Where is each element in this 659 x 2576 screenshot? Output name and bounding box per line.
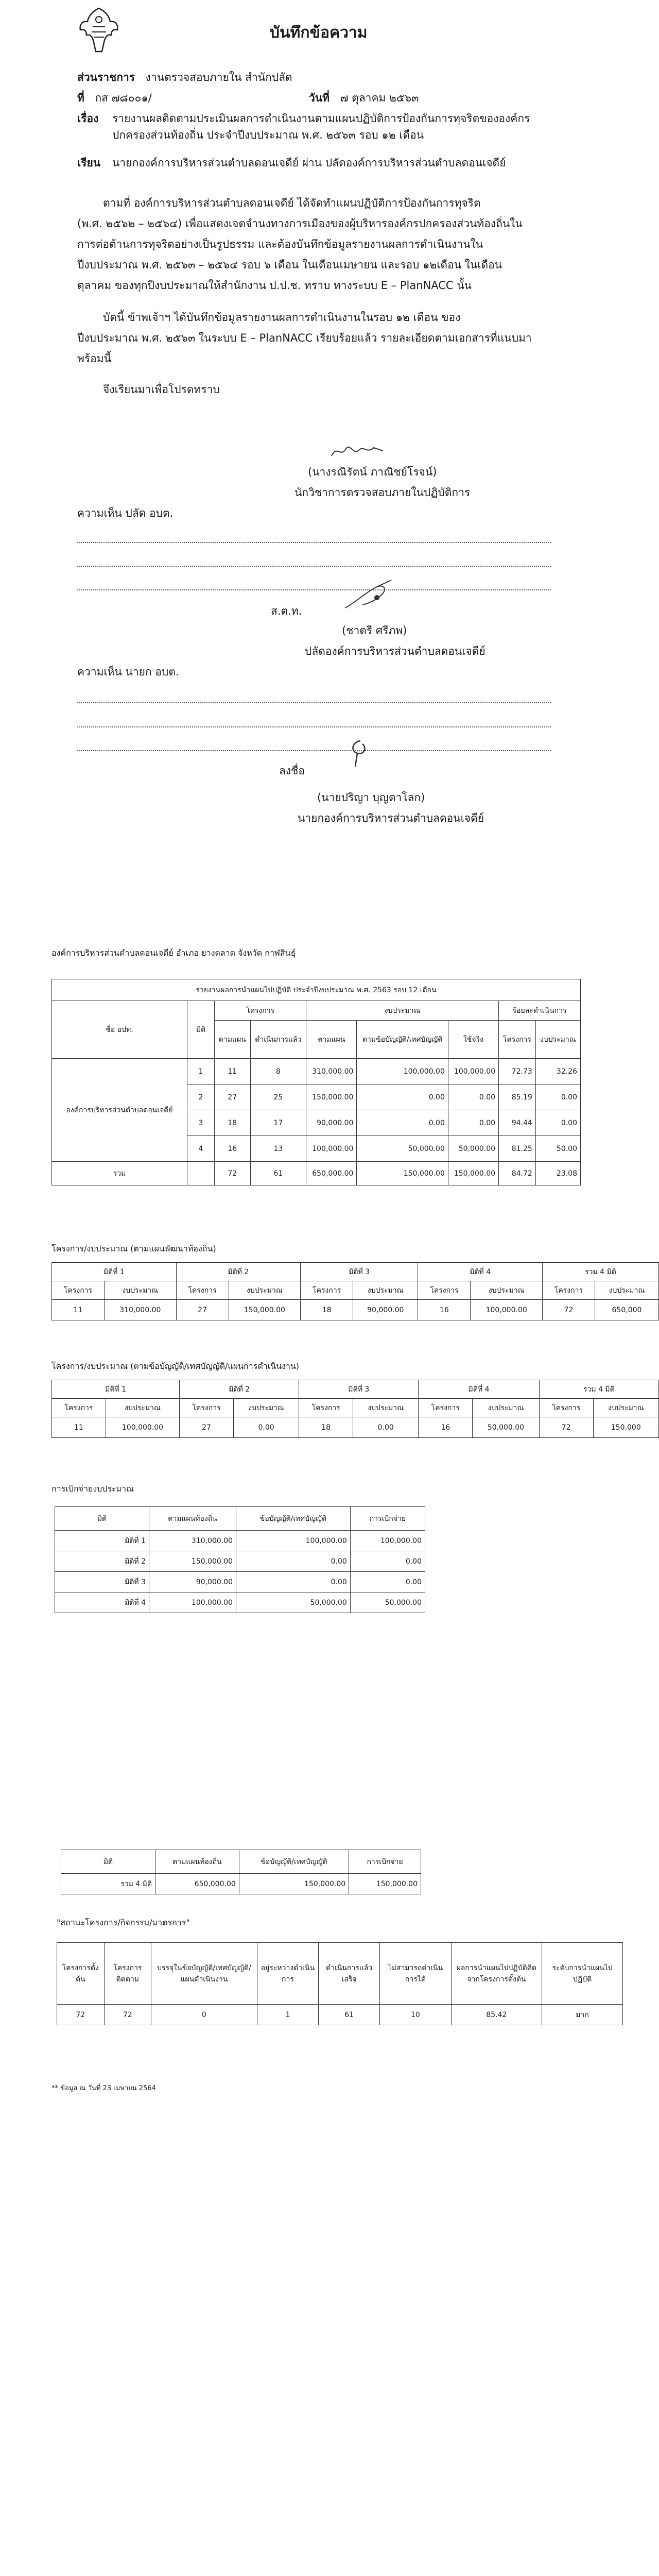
sig3-label: ลงชื่อ — [279, 765, 305, 777]
sub-budget: งบประมาณ — [353, 1399, 419, 1417]
sub-project: โครงการ — [180, 1399, 234, 1417]
table-row — [55, 1592, 425, 1613]
col-budget-bylaw: ตามข้อบัญญัติ/เทศบัญญัติ — [357, 1021, 448, 1059]
sub-budget: งบประมาณ — [471, 1281, 543, 1300]
table2 — [51, 1262, 659, 1320]
cell-plan: 11 — [215, 1059, 251, 1084]
sig3-title: นายกองค์การบริหารส่วนตำบลดอนเจดีย์ — [298, 812, 484, 824]
doc-label: ที่ — [77, 92, 84, 104]
cell-done: 17 — [250, 1110, 306, 1136]
signature-1 — [330, 440, 386, 463]
col-spent: การเบิกจ่าย — [350, 1507, 425, 1531]
cell-pct-project: 85.19 — [499, 1084, 536, 1110]
to-value: นายกองค์การบริหารส่วนตำบลดอนเจดีย์ ผ่าน ปลัดองค์การบริหารส่วนตำบลดอนเจดีย์ — [112, 157, 506, 169]
cell: 18 — [299, 1417, 353, 1438]
para1-line-3: การต่อต้านการทุจริตอย่างเป็นรูปธรรม และต้องบันทึกข้อมูลรายงานผลการดำเนินงานใน — [77, 238, 483, 250]
col-unable: ไม่สามารถดำเนินการได้ — [380, 1943, 451, 2005]
cell: 150,000.00 — [229, 1300, 301, 1320]
cell: 72 — [104, 2005, 151, 2025]
cell-dim: 4 — [187, 1136, 215, 1162]
cell: 72 — [539, 1417, 593, 1438]
opinion1-line-2 — [77, 566, 551, 567]
date-line — [309, 90, 419, 106]
cell-spent: 100,000.00 — [448, 1059, 498, 1084]
cell: 16 — [418, 1300, 471, 1320]
table-row — [55, 1551, 425, 1572]
total-label: รวม — [52, 1162, 187, 1185]
doc-number-line — [77, 90, 152, 106]
sub-project: โครงการ — [418, 1281, 471, 1300]
sub-budget: งบประมาณ — [353, 1281, 418, 1300]
col-pct-project: โครงการ — [499, 1021, 536, 1059]
total-pct-budget: 23.08 — [535, 1162, 580, 1185]
subject-line-2: ปกครองส่วนท้องถิ่น ประจำปีงบประมาณ พ.ศ. ๒๕๖๓ รอบ ๑๒ เดือน — [112, 129, 424, 141]
closing-text: จึงเรียนมาเพื่อโปรดทราบ — [103, 383, 220, 396]
total-spent: 150,000.00 — [448, 1162, 498, 1185]
cell-pct-budget: 50.00 — [535, 1136, 580, 1162]
col-dim: มิติ — [61, 1850, 155, 1874]
cell-spent: 150,000.00 — [349, 1874, 421, 1894]
cell: 61 — [319, 2005, 380, 2025]
cell: 1 — [257, 2005, 318, 2025]
col-done: ดำเนินการแล้ว — [250, 1021, 306, 1059]
cell-spent: 100,000.00 — [350, 1531, 425, 1551]
opinion2-label: ความเห็น นายก อบต. — [77, 666, 179, 678]
subject-label: เรื่อง — [77, 112, 99, 125]
subject-line-1: รายงานผลติดตามประเมินผลการดำเนินงานตามแผนปฏิบัติการป้องกันการทุจริตขององค์กร — [112, 112, 530, 125]
opinion2-line-3 — [77, 750, 551, 751]
cell-dim: 1 — [187, 1059, 215, 1084]
cell-budget-plan: 90,000.00 — [306, 1110, 357, 1136]
cell-law: 150,000.00 — [239, 1874, 349, 1894]
cell-law: 50,000.00 — [236, 1592, 351, 1613]
cell-pct-project: 81.25 — [499, 1136, 536, 1162]
dim-header: มิติที่ 1 — [52, 1263, 177, 1281]
para1-line-5: ตุลาคม ของทุกปีงบประมาณให้สำนักงาน ป.ป.ช. ทราบ ทางระบบ E – PlanNACC นั้น — [77, 279, 472, 292]
cell-pct-project: 94.44 — [499, 1110, 536, 1136]
cell: 0.00 — [353, 1417, 419, 1438]
table5 — [61, 1850, 421, 1894]
sig1-name: (นางรณิรัตน์ ภาณิชย์โรจน์) — [308, 466, 437, 478]
cell-dim: มิติที่ 1 — [55, 1531, 149, 1551]
cell-dim: มิติที่ 2 — [55, 1551, 149, 1572]
table-row — [57, 2005, 623, 2025]
cell-dim: 2 — [187, 1084, 215, 1110]
cell: 72 — [542, 1300, 595, 1320]
cell-budget-plan: 100,000.00 — [306, 1136, 357, 1162]
cell: 18 — [301, 1300, 353, 1320]
doc-number: กส ๗๘๐๐๑/ — [95, 92, 152, 104]
opinion1-line-3 — [77, 589, 551, 590]
sub-budget: งบประมาณ — [473, 1399, 540, 1417]
total-budget-plan: 650,000.00 — [306, 1162, 357, 1185]
table-row — [52, 1059, 581, 1084]
cell-law: 0.00 — [236, 1572, 351, 1592]
table6-heading: "สถานะโครงการ/กิจกรรม/มาตรการ" — [57, 1918, 190, 1927]
table6 — [57, 1942, 623, 2025]
cell: 10 — [380, 2005, 451, 2025]
sub-budget: งบประมาณ — [106, 1399, 179, 1417]
col-dim: มิติ — [55, 1507, 149, 1531]
cell-budget-plan: 150,000.00 — [306, 1084, 357, 1110]
total-done: 61 — [250, 1162, 306, 1185]
col-budget-plan: ตามแผน — [306, 1021, 357, 1059]
cell-plan: 90,000.00 — [149, 1572, 236, 1592]
col-level: ระดับการนำแผนไปปฏิบัติ — [542, 1943, 623, 2005]
col-completed: ดำเนินการแล้วเสร็จ — [319, 1943, 380, 2005]
para2-line-1: บัดนี้ ข้าพเจ้าฯ ได้บันทึกข้อมูลรายงานผลการดำเนินงานในรอบ ๑๒ เดือน ของ — [103, 311, 461, 324]
sig3-name: (นายปริญา บุญตาโลก) — [317, 791, 425, 804]
cell: 0 — [151, 2005, 257, 2025]
cell-spent: 50,000.00 — [350, 1592, 425, 1613]
col-org: ชื่อ อปท. — [52, 1001, 187, 1059]
dim-header: รวม 4 มิติ — [542, 1263, 658, 1281]
cell: 11 — [52, 1300, 105, 1320]
dim-header: รวม 4 มิติ — [539, 1380, 658, 1399]
footnote: ** ข้อมูล ณ วันที่ 23 เมษายน 2564 — [51, 2084, 156, 2092]
table-row — [55, 1572, 425, 1592]
col-followup-projects: โครงการติดตาม — [104, 1943, 151, 2005]
table-row — [61, 1874, 421, 1894]
cell-plan: 27 — [215, 1084, 251, 1110]
sig2-prefix: ส.ต.ท. — [271, 605, 302, 617]
col-law: ข้อบัญญัติ/เทศบัญญัติ — [239, 1850, 349, 1874]
cell-pct-project: 72.73 — [499, 1059, 536, 1084]
sub-project: โครงการ — [52, 1281, 105, 1300]
sub-project: โครงการ — [542, 1281, 595, 1300]
sub-budget: งบประมาณ — [229, 1281, 301, 1300]
cell: 650,000 — [595, 1300, 658, 1320]
para1-line-2: (พ.ศ. ๒๕๖๒ – ๒๕๖๔) เพื่อแสดงเจตจำนงทางการเมืองของผู้บริหารองค์กรปกครองส่วนท้องถิ่นใน — [77, 217, 523, 230]
signature-2 — [340, 577, 402, 615]
cell-plan: 16 — [215, 1136, 251, 1162]
sig2-title: ปลัดองค์การบริหารส่วนตำบลดอนเจดีย์ — [305, 645, 485, 657]
cell: 27 — [176, 1300, 229, 1320]
cell-done: 25 — [250, 1084, 306, 1110]
cell-budget-bylaw: 0.00 — [357, 1110, 448, 1136]
cell: 100,000.00 — [106, 1417, 179, 1438]
cell: 100,000.00 — [471, 1300, 543, 1320]
cell-law: 0.00 — [236, 1551, 351, 1572]
cell-dim: 3 — [187, 1110, 215, 1136]
dim-header: มิติที่ 2 — [176, 1263, 301, 1281]
sub-project: โครงการ — [301, 1281, 353, 1300]
cell-pct-budget: 32.26 — [535, 1059, 580, 1084]
col-in-progress: อยู่ระหว่างดำเนินการ — [257, 1943, 318, 2005]
col-projects: โครงการ — [215, 1001, 306, 1021]
gov-label: ส่วนราชการ — [77, 71, 135, 83]
col-percent: ร้อยละดำเนินการ — [499, 1001, 581, 1021]
cell-budget-bylaw: 50,000.00 — [357, 1136, 448, 1162]
cell-dim: รวม 4 มิติ — [61, 1874, 155, 1894]
cell-empty — [187, 1162, 215, 1185]
total-plan: 72 — [215, 1162, 251, 1185]
total-pct-project: 84.72 — [499, 1162, 536, 1185]
table2-heading: โครงการ/งบประมาณ (ตามแผนพัฒนาท้องถิ่น) — [51, 1244, 216, 1253]
cell: 16 — [419, 1417, 473, 1438]
cell-plan: 100,000.00 — [149, 1592, 236, 1613]
col-initial-projects: โครงการตั้งต้น — [57, 1943, 105, 2005]
col-budget: งบประมาณ — [306, 1001, 499, 1021]
table-row — [52, 1300, 659, 1320]
cell: 150,000 — [593, 1417, 658, 1438]
cell-done: 13 — [250, 1136, 306, 1162]
total-row — [52, 1162, 581, 1185]
main-report-table — [51, 979, 581, 1185]
cell-plan: 150,000.00 — [149, 1551, 236, 1572]
total-budget-bylaw: 150,000.00 — [357, 1162, 448, 1185]
cell: 27 — [180, 1417, 234, 1438]
opinion1-label: ความเห็น ปลัด อบต. — [77, 507, 174, 519]
cell: 310,000.00 — [105, 1300, 177, 1320]
para1-line-4: ปีงบประมาณ พ.ศ. ๒๕๖๓ – ๒๕๖๔ รอบ ๖ เดือน ในเดือนเมษายน และรอบ ๑๒เดือน ในเดือน — [77, 259, 502, 271]
cell: 50,000.00 — [473, 1417, 540, 1438]
sub-project: โครงการ — [299, 1399, 353, 1417]
col-plan: ตามแผน — [215, 1021, 251, 1059]
para2-line-3: พร้อมนี้ — [77, 352, 111, 365]
org-name-cell: องค์การบริหารส่วนตำบลดอนเจดีย์ — [52, 1059, 187, 1162]
cell-budget-bylaw: 0.00 — [357, 1084, 448, 1110]
cell-spent: 0.00 — [448, 1110, 498, 1136]
col-plan: ตามแผนท้องถิ่น — [155, 1850, 239, 1874]
dim-header: มิติที่ 4 — [419, 1380, 539, 1399]
dim-header: มิติที่ 2 — [180, 1380, 299, 1399]
opinion1-line-1 — [77, 542, 551, 543]
gov-line — [77, 69, 292, 86]
dim-header: มิติที่ 1 — [52, 1380, 180, 1399]
cell-spent: 0.00 — [350, 1551, 425, 1572]
cell-budget-plan: 310,000.00 — [306, 1059, 357, 1084]
garuda-emblem — [77, 6, 120, 54]
to-label: เรียน — [77, 157, 101, 169]
opinion2-line-1 — [77, 702, 551, 703]
main-table-title: รายงานผลการนำแผนไปปฏิบัติ ประจำปีงบประมาณ พ.ศ. 2563 รอบ 12 เดือน — [52, 979, 581, 1001]
cell-pct-budget: 0.00 — [535, 1110, 580, 1136]
sub-budget: งบประมาณ — [593, 1399, 658, 1417]
table3 — [51, 1380, 659, 1438]
cell-plan: 18 — [215, 1110, 251, 1136]
cell: 11 — [52, 1417, 106, 1438]
para2-line-2: ปีงบประมาณ พ.ศ. ๒๕๖๓ ในระบบ E – PlanNACC เรียบร้อยแล้ว รายละเอียดตามเอกสารที่แนบมา — [77, 332, 532, 344]
cell-law: 100,000.00 — [236, 1531, 351, 1551]
cell-spent: 0.00 — [448, 1084, 498, 1110]
table4-heading: การเบิกจ่ายงบประมาณ — [51, 1484, 134, 1494]
cell: 85.42 — [451, 2005, 542, 2025]
cell-spent: 0.00 — [350, 1572, 425, 1592]
col-result: ผลการนำแผนไปปฏิบัติคิดจากโครงการตั้งต้น — [451, 1943, 542, 2005]
col-dim: มิติ — [187, 1001, 215, 1059]
signature-3 — [345, 738, 376, 771]
date-label: วันที่ — [309, 92, 330, 104]
col-pct-budget: งบประมาณ — [535, 1021, 580, 1059]
cell-pct-budget: 0.00 — [535, 1084, 580, 1110]
sig1-title: นักวิชาการตรวจสอบภายในปฏิบัติการ — [294, 486, 471, 499]
col-law: ข้อบัญญัติ/เทศบัญญัติ — [236, 1507, 351, 1531]
cell-dim: มิติที่ 4 — [55, 1592, 149, 1613]
cell-plan: 650,000.00 — [155, 1874, 239, 1894]
col-in-bylaw: บรรจุในข้อบัญญัติ/เทศบัญญัติ/แผนดำเนินงาน — [151, 1943, 257, 2005]
memo-title: บันทึกข้อความ — [270, 24, 368, 42]
sig2-name: (ชาตรี ศรีภพ) — [342, 624, 407, 637]
sub-budget: งบประมาณ — [105, 1281, 177, 1300]
dim-header: มิติที่ 3 — [301, 1263, 418, 1281]
date-value: ๗ ตุลาคม ๒๕๖๓ — [340, 92, 419, 104]
cell: 0.00 — [233, 1417, 299, 1438]
col-plan: ตามแผนท้องถิ่น — [149, 1507, 236, 1531]
table-row — [52, 1417, 659, 1438]
sub-project: โครงการ — [419, 1399, 473, 1417]
table-row — [55, 1531, 425, 1551]
org-line: องค์การบริหารส่วนตำบลดอนเจดีย์ อำเภอ ยางตลาด จังหวัด กาฬสินธุ์ — [51, 948, 296, 958]
dim-header: มิติที่ 3 — [299, 1380, 419, 1399]
para1-line-1: ตามที่ องค์การบริหารส่วนตำบลดอนเจดีย์ ได้จัดทำแผนปฏิบัติการป้องกันการทุจริต — [103, 197, 481, 209]
cell-spent: 50,000.00 — [448, 1136, 498, 1162]
dim-header: มิติที่ 4 — [418, 1263, 543, 1281]
opinion2-line-2 — [77, 726, 551, 727]
sub-project: โครงการ — [52, 1399, 106, 1417]
cell: 90,000.00 — [353, 1300, 418, 1320]
table4 — [55, 1506, 425, 1613]
cell-budget-bylaw: 100,000.00 — [357, 1059, 448, 1084]
cell-plan: 310,000.00 — [149, 1531, 236, 1551]
gov-value: งานตรวจสอบภายใน สำนักปลัด — [145, 71, 292, 83]
cell: มาก — [542, 2005, 623, 2025]
cell: 72 — [57, 2005, 105, 2025]
col-spent: การเบิกจ่าย — [349, 1850, 421, 1874]
col-spent: ใช้จริง — [448, 1021, 498, 1059]
cell-dim: มิติที่ 3 — [55, 1572, 149, 1592]
cell-done: 8 — [250, 1059, 306, 1084]
sub-budget: งบประมาณ — [233, 1399, 299, 1417]
sub-project: โครงการ — [539, 1399, 593, 1417]
sub-project: โครงการ — [176, 1281, 229, 1300]
sub-budget: งบประมาณ — [595, 1281, 658, 1300]
table3-heading: โครงการ/งบประมาณ (ตามข้อบัญญัติ/เทศบัญญัติ/แผนการดำเนินงาน) — [51, 1361, 300, 1371]
